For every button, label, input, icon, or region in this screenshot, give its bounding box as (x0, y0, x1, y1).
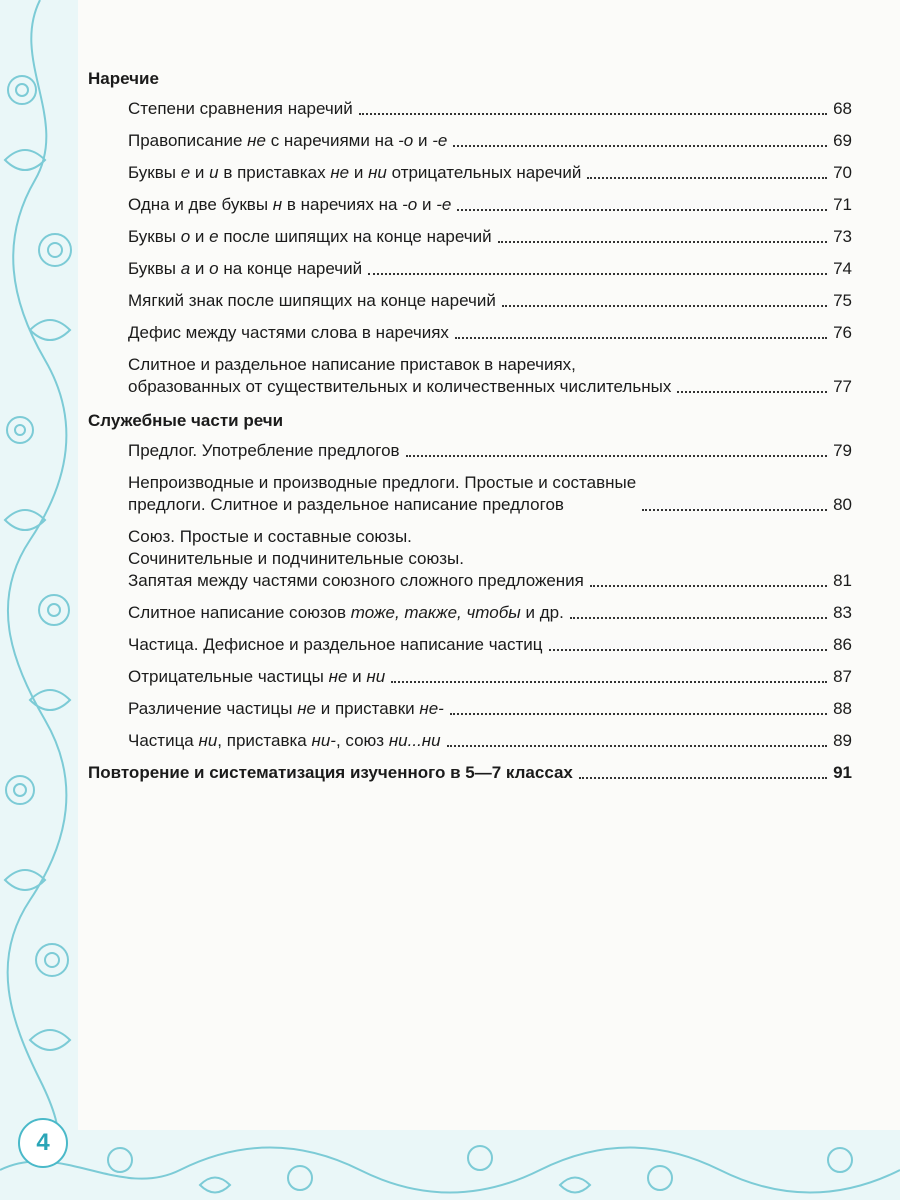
toc-entry-title (128, 602, 564, 624)
toc-entry[interactable] (128, 440, 852, 462)
text-fragment: Буквы (128, 259, 181, 278)
italic-term: не (330, 163, 350, 182)
italic-term: е (209, 227, 219, 246)
italic-term: -е (432, 131, 448, 150)
dot-leader (447, 745, 827, 747)
toc-page-number: 76 (833, 323, 852, 342)
toc-entry-line: Непроизводные и производные предлоги. Простые и составные (128, 473, 637, 492)
toc-entry-title (128, 730, 441, 752)
italic-term: ни- (311, 731, 336, 750)
text-fragment: отрицательных наречий (386, 163, 582, 182)
italic-term: а (180, 259, 191, 278)
toc-page-number: 68 (833, 99, 852, 118)
italic-term: ни (198, 731, 218, 750)
toc-page-number: 75 (833, 291, 852, 310)
toc-entry[interactable] (128, 472, 852, 516)
toc-page-number: 89 (833, 731, 852, 750)
dot-leader (455, 337, 827, 339)
toc-page-number: 81 (833, 571, 852, 590)
dot-leader (391, 681, 827, 683)
text-fragment: и (413, 131, 433, 150)
text-fragment: предлоги. Слитное и раздельное написание предлогов (128, 495, 564, 514)
toc-entry-title (128, 634, 543, 656)
italic-term: не- (419, 699, 444, 718)
toc-page-number: 74 (833, 259, 852, 278)
toc-entry-line: Слитное и раздельное написание приставок в наречиях, (128, 355, 576, 374)
toc-entry-title (128, 290, 496, 312)
toc-entry-line (128, 226, 492, 248)
italic-term: е (180, 163, 191, 182)
text-fragment: , союз (335, 731, 389, 750)
toc-entry-line (128, 440, 400, 462)
text-fragment: в наречиях на (282, 195, 403, 214)
toc-entry[interactable] (128, 130, 852, 152)
toc-entry-title (128, 698, 444, 720)
text-fragment: Правописание (128, 131, 248, 150)
dot-leader (368, 273, 827, 275)
dot-leader (590, 585, 827, 587)
text-fragment: образованных от существительных и количественных числительных (128, 377, 672, 396)
italic-term: тоже, также, чтобы (350, 603, 521, 622)
toc-entry-title (128, 130, 447, 152)
toc-entry-line (128, 494, 636, 516)
toc-entry[interactable] (128, 354, 852, 398)
text-fragment: и (417, 195, 437, 214)
toc-page-number: 77 (833, 377, 852, 396)
toc-entry-line (128, 666, 385, 688)
text-fragment: с наречиями на (265, 131, 399, 150)
text-fragment: и др. (520, 603, 564, 622)
toc-page-number: 70 (833, 163, 852, 182)
text-fragment: Степени сравнения наречий (128, 99, 353, 118)
toc-entry[interactable] (128, 322, 852, 344)
text-fragment: Буквы (128, 163, 181, 182)
text-fragment: Буквы (128, 227, 181, 246)
toc-entry-title (128, 98, 353, 120)
toc-entry[interactable] (128, 98, 852, 120)
text-fragment: Запятая между частями союзного сложного предложения (128, 571, 584, 590)
italic-term: не (297, 699, 317, 718)
toc-page-number: 73 (833, 227, 852, 246)
toc-entry-line (128, 634, 543, 656)
toc-entry-title (128, 226, 492, 248)
section-title: Служебные части речи (88, 411, 284, 430)
table-of-contents (88, 66, 852, 794)
toc-entry[interactable] (128, 698, 852, 720)
text-fragment: Предлог. Употребление предлогов (128, 441, 400, 460)
toc-page-number: 91 (833, 763, 852, 782)
toc-entry-title: Повторение и систематизация изученного в 5—7 классах (88, 763, 573, 782)
dot-leader (498, 241, 827, 243)
text-fragment: Дефис между частями слова в наречиях (128, 323, 449, 342)
text-fragment: в приставках (218, 163, 331, 182)
text-fragment: Мягкий знак после шипящих на конце наречий (128, 291, 496, 310)
text-fragment: , приставка (217, 731, 312, 750)
toc-page-number: 83 (833, 603, 852, 622)
toc-entry[interactable] (128, 634, 852, 656)
toc-entry[interactable] (128, 226, 852, 248)
text-fragment: и (190, 163, 210, 182)
toc-entry-line (128, 130, 447, 152)
toc-entry-title (128, 194, 451, 216)
dot-leader (549, 649, 828, 651)
italic-term: о (209, 259, 219, 278)
toc-entry-line (128, 290, 496, 312)
toc-entry-title (128, 258, 362, 280)
text-fragment: Частица (128, 731, 199, 750)
text-fragment: Отрицательные частицы (128, 667, 329, 686)
decorative-border-bottom (0, 1130, 900, 1200)
text-fragment: и (349, 163, 369, 182)
italic-term: -о (402, 195, 418, 214)
dot-leader (453, 145, 827, 147)
toc-entry-title (128, 666, 385, 688)
toc-entry-final[interactable] (88, 762, 852, 784)
italic-term: не (328, 667, 348, 686)
text-fragment: Слитное написание союзов (128, 603, 351, 622)
toc-entry[interactable] (128, 526, 852, 592)
toc-entry-line (128, 730, 441, 752)
italic-term: о (180, 227, 191, 246)
wave-ornament-icon (0, 1130, 900, 1200)
italic-term: и (209, 163, 219, 182)
toc-entry-line: Сочинительные и подчинительные союзы. (128, 549, 464, 568)
toc-entry-line (128, 322, 449, 344)
text-fragment: на конце наречий (218, 259, 363, 278)
italic-term: н (272, 195, 283, 214)
toc-entry-line (128, 570, 584, 592)
dot-leader (587, 177, 827, 179)
text-fragment: Частица. Дефисное и раздельное написание частиц (128, 635, 543, 654)
toc-entry-title (128, 162, 581, 184)
italic-term: ни (368, 163, 387, 182)
dot-leader (359, 113, 827, 115)
dot-leader (457, 209, 827, 211)
dot-leader (406, 455, 827, 457)
dot-leader (450, 713, 827, 715)
italic-term: -о (398, 131, 414, 150)
toc-entry[interactable] (128, 162, 852, 184)
toc-page-number: 80 (833, 495, 852, 514)
toc-entry-title (128, 354, 671, 398)
text-fragment: и (347, 667, 367, 686)
toc-page-number: 71 (833, 195, 852, 214)
page-number: 4 (18, 1118, 68, 1168)
text-fragment: и (190, 259, 210, 278)
italic-term: ни (366, 667, 386, 686)
toc-entry-title (128, 472, 636, 516)
dot-leader (570, 617, 827, 619)
toc-page-number: 87 (833, 667, 852, 686)
italic-term: -е (436, 195, 452, 214)
italic-term: не (247, 131, 266, 150)
toc-page-number: 79 (833, 441, 852, 460)
toc-entry-line (128, 258, 362, 280)
toc-entry-line (128, 162, 581, 184)
toc-entry-title (128, 526, 584, 592)
toc-entry-title (128, 440, 400, 462)
toc-entry-line (128, 194, 451, 216)
text-fragment: Одна и две буквы (128, 195, 273, 214)
toc-entry[interactable] (128, 666, 852, 688)
text-fragment: после шипящих на конце наречий (218, 227, 492, 246)
text-fragment: и приставки (316, 699, 420, 718)
dot-leader (579, 777, 827, 779)
toc-entry-line (128, 98, 353, 120)
toc-entry[interactable] (128, 194, 852, 216)
dot-leader (677, 391, 827, 393)
dot-leader (642, 509, 827, 511)
toc-entry-title (128, 322, 449, 344)
toc-page-number: 69 (833, 131, 852, 150)
swirl-ornament-icon (0, 0, 78, 1200)
toc-entry[interactable] (128, 602, 852, 624)
toc-entry[interactable] (128, 290, 852, 312)
dot-leader (502, 305, 827, 307)
toc-entry-line (128, 698, 444, 720)
text-fragment: Различение частицы (128, 699, 298, 718)
toc-page-number: 86 (833, 635, 852, 654)
italic-term: ни...ни (388, 731, 441, 750)
decorative-border-left (0, 0, 78, 1200)
toc-entry-line (128, 376, 671, 398)
toc-entry[interactable] (128, 730, 852, 752)
toc-entry-line (128, 602, 564, 624)
toc-entry-line: Союз. Простые и составные союзы. (128, 527, 412, 546)
toc-page-number: 88 (833, 699, 852, 718)
toc-entry[interactable] (128, 258, 852, 280)
section-title: Наречие (88, 69, 159, 88)
text-fragment: и (190, 227, 210, 246)
